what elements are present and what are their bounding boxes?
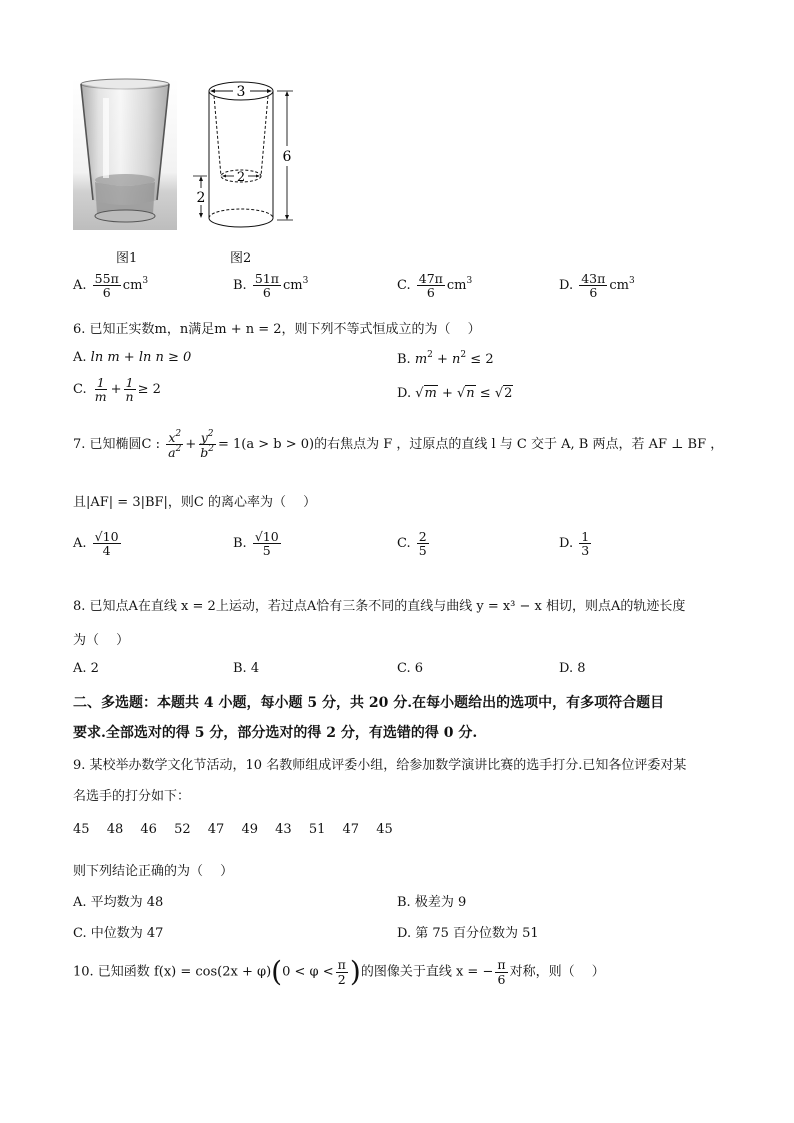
sqrt-2: 2 [504,386,513,401]
q8-option-d[interactable]: D. 8 [559,661,586,676]
q5-option-c[interactable] [397,272,472,299]
figure-1-caption: 图1 [116,251,138,266]
option-n: + n [432,352,461,367]
fraction-denominator: 6 [497,971,506,987]
dim-base-label: 2 [196,190,206,206]
q7-line-2: 且|AF| = 3|BF|，则C 的离心率为（ ） [73,495,317,510]
score: 49 [241,822,258,837]
glass-illustration [73,78,177,230]
option-fraction [579,272,607,299]
fraction-numerator: 47π [418,271,443,286]
q7-stem-pre: 7. 已知椭圆C : [73,437,160,453]
q10-cond-pre: 0 < φ < [282,964,334,980]
fraction-numerator: 2 [418,529,427,544]
unit-exponent: 3 [302,276,309,287]
q7-stem-post: 的右焦点为 F ，过原点的直线 l 与 C 交于 A, B 两点，若 AF ⊥ BF ， [314,437,724,453]
q6-option-b[interactable] [397,350,494,367]
option-label: C. [73,382,87,398]
q6-option-c[interactable]: C. $\frac{1}{m}$ + $\frac{1}{n}$ ≥ 2 [73,375,161,405]
sqrt-m: m [424,386,437,401]
fraction-numerator: 51π [254,271,279,286]
q9-line-1: 9. 某校举办数学文化节活动，10 名教师组成评委小组，给参加数学演讲比赛的选手打分.已知各位评委对某 [73,758,687,773]
q5-option-d[interactable] [559,272,635,299]
dim-top-label: 3 [236,84,246,100]
fraction-denominator: 5 [262,543,271,559]
q10-mid: 的图像关于直线 x = − [360,964,494,980]
exponent: 2 [175,429,182,439]
unit: cm [122,278,143,294]
unit-exponent: 3 [466,276,473,287]
q7-option-b[interactable] [233,530,283,557]
q6-stem: 6. 已知正实数m，n满足m + n = 2，则下列不等式恒成立的为（ ） [73,322,481,337]
score: 47 [342,822,360,837]
q7-eq-rest: = 1(a > b > 0) [217,437,315,453]
var-a: a [168,445,176,461]
option-m: m [414,352,428,367]
fraction-numerator: 1 [125,375,134,390]
q8-line-2: 为（ ） [73,633,130,648]
fraction-1-over-m [93,376,109,403]
option-fraction [93,530,121,557]
q9-option-a[interactable]: A. 平均数为 48 [73,895,164,910]
fraction-denominator: 4 [102,543,111,559]
score: 45 [73,822,90,837]
score: 48 [106,822,124,837]
score: 51 [308,822,326,837]
option-label: B. [233,536,247,552]
q9-scores [73,822,406,837]
q9-option-c[interactable]: C. 中位数为 47 [73,926,164,941]
unit: cm [446,278,467,294]
option-label: A. [73,536,87,552]
score: 43 [275,822,292,837]
q7-option-d[interactable] [559,530,593,557]
fraction-numerator [166,430,183,445]
q6-option-d[interactable]: D. √m + √n ≤ √2 [397,386,513,401]
q6-option-a[interactable] [73,350,191,365]
fraction-numerator: 1 [581,529,590,544]
right-paren: ) [349,955,361,988]
score: 46 [140,822,157,837]
fraction-numerator: √10 [94,529,119,544]
fraction-denominator: 6 [589,285,598,301]
fraction-numerator: 55π [94,271,119,286]
fraction-y2-b2 [198,430,216,459]
fraction-denominator: n [125,389,134,405]
option-label: C. [397,278,411,294]
exponent: 2 [208,444,214,455]
exponent: 2 [427,350,433,360]
option-rest: ≤ 2 [466,352,494,367]
left-paren: ( [271,955,283,988]
fraction-denominator: 6 [102,285,111,301]
fraction-numerator: π [497,957,506,973]
score: 52 [174,822,191,837]
figure-2-cylinder-diagram [193,80,303,230]
option-fraction [417,272,445,299]
fraction-denominator [198,445,216,459]
exponent: 2 [175,444,182,455]
option-label: D. [559,278,574,294]
unit-exponent: 3 [142,276,149,287]
q7-option-a[interactable] [73,530,123,557]
option-label: D. [397,386,412,401]
fraction-numerator: 43π [581,271,606,286]
cylinder-svg [193,80,303,230]
figure-2-caption: 图2 [230,251,252,266]
exponent: 2 [460,350,467,360]
figure-1-glass-photo [73,78,177,230]
option-label: A. [73,278,87,294]
dim-inner-label: 2 [236,170,246,185]
option-label: D. [559,536,574,552]
fraction-denominator: 3 [581,543,590,559]
q5-option-b[interactable] [233,272,308,299]
q9-option-d[interactable]: D. 第 75 百分位数为 51 [397,926,539,941]
unit: cm [282,278,303,294]
q8-option-c[interactable]: C. 6 [397,661,424,676]
var-y: y [200,430,208,445]
fraction-denominator: 6 [262,285,271,301]
fraction-pi-over-2 [336,958,348,985]
q9-option-b[interactable]: B. 极差为 9 [397,895,467,910]
fraction-denominator: 6 [426,285,435,301]
option-fraction [579,530,591,557]
option-fraction [93,272,121,299]
fraction-1-over-n [124,376,136,403]
fraction-denominator [166,445,183,459]
fraction-pi-over-6 [495,958,507,985]
q8-option-b[interactable]: B. 4 [233,661,260,676]
option-rest: ≥ 2 [137,382,161,398]
q9-line-2: 名选手的打分如下： [73,789,191,804]
fraction-denominator: 2 [337,971,346,987]
option-fraction [253,272,281,299]
fraction-x2-a2 [166,430,183,459]
exponent: 2 [207,429,214,439]
sqrt-n: n [466,386,475,401]
fraction-numerator: √10 [254,529,279,544]
score: 47 [207,822,225,837]
var-x: x [168,430,176,445]
option-label: B. [233,278,247,294]
section-2-heading-line-2: 要求.全部选对的得 5 分，部分选对的得 2 分，有选错的得 0 分. [73,725,478,741]
option-label: B. [397,352,411,367]
q8-line-1: 8. 已知点A在直线 x = 2上运动，若过点A恰有三条不同的直线与曲线 y = x³ − x 相切，则点A的轨迹长度 [73,599,686,614]
score: 45 [376,822,393,837]
fraction-denominator: m [94,389,107,405]
q10-post: 对称，则（ ） [509,964,605,980]
fraction-numerator [199,430,216,445]
var-b: b [200,445,209,461]
q10-stem [73,955,605,988]
option-label: A. [73,350,87,365]
dim-height-label: 6 [282,149,292,165]
q5-option-a[interactable] [73,272,148,299]
fraction-denominator: 5 [418,543,427,559]
fraction-numerator: 1 [96,375,105,390]
q9-ask: 则下列结论正确的为（ ） [73,864,234,879]
q7-stem: 7. 已知椭圆C : $\frac{x^2}{a^2}$ + $\frac{y^2}{b^2}$ = 1(a > b > 0)的右焦点为 F ，过原点的直线 l 与 C 交于 A, B 两点，若 AF ⊥ BF ， [73,429,724,461]
option-fraction [417,530,429,557]
option-label: C. [397,536,411,552]
unit: cm [609,278,629,294]
q7-option-c[interactable] [397,530,431,557]
option-fraction [253,530,281,557]
option-text: ln m + ln n ≥ 0 [90,350,192,365]
section-2-heading-line-1: 二、多选题：本题共 4 小题，每小题 5 分，共 20 分.在每小题给出的选项中，有多项符合题目 [73,695,665,711]
q8-option-a[interactable]: A. 2 [73,661,99,676]
unit-exponent: 3 [628,276,635,287]
q10-pre: 10. 已知函数 f(x) = cos(2x + φ) [73,964,272,980]
fraction-numerator: π [337,957,346,973]
